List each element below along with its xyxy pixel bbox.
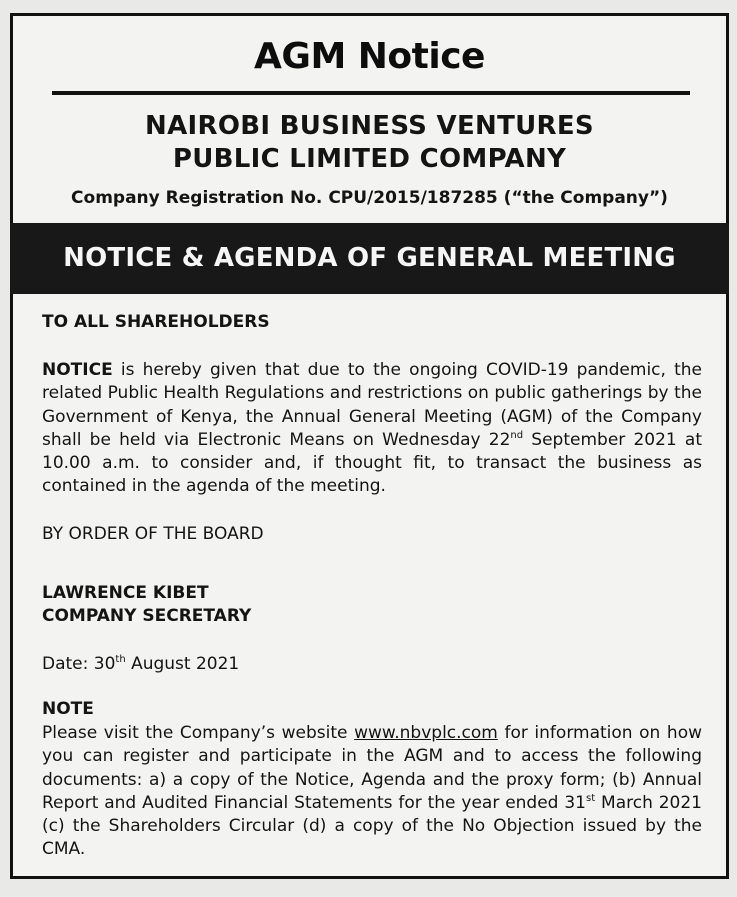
note-paragraph	[42, 722, 702, 862]
addressee: TO ALL SHAREHOLDERS	[42, 312, 270, 332]
secretary-name: LAWRENCE KIBET	[42, 583, 209, 603]
secretary-title: COMPANY SECRETARY	[42, 606, 252, 627]
page-title: AGM Notice	[254, 36, 485, 77]
notice-banner	[10, 223, 729, 294]
note-text-part-1: Please visit the Company’s website	[42, 723, 355, 743]
date-text-part-2: August 2021	[125, 654, 240, 674]
secretary-block	[42, 582, 702, 629]
notice-banner-text: NOTICE & AGENDA OF GENERAL MEETING	[63, 243, 676, 273]
company-name-line-2: PUBLIC LIMITED COMPANY	[172, 144, 567, 174]
note-heading: NOTE	[42, 699, 94, 719]
notice-paragraph	[42, 359, 702, 499]
registration-number: Company Registration No. CPU/2015/187285 (“the Company”)	[71, 188, 668, 208]
notice-text-part-2: September 2021 at 10.00 a.m. to consider and, if thought fit, to transact the business as contained in the agenda of the meeting.	[42, 429, 702, 497]
notice-lead: NOTICE	[42, 360, 113, 380]
date-text-part-1: Date: 30	[42, 654, 116, 674]
notice-frame	[10, 13, 729, 879]
note-text-part-2: for information on how you can register and participate in the AGM and to access the following documents: a) a copy of the Notice, Agenda and the proxy form; (b) Annual Report and Audited Financial Statements for the year ended 31	[42, 723, 702, 813]
website-link[interactable]: www.nbvplc.com	[354, 723, 498, 743]
company-name-line-1: NAIROBI BUSINESS VENTURES	[145, 111, 594, 141]
notice-date	[42, 653, 702, 676]
notice-text-part-1: is hereby given that due to the ongoing COVID-19 pandemic, the related Public Health Regulations and restrictions on public gatherings by the Government of Kenya, the Annual General Meeting (AGM) of the Company shall be held via Electronic Means on Wednesday 22	[42, 360, 702, 450]
notice-superscript: nd	[510, 429, 524, 441]
date-superscript: th	[115, 654, 126, 665]
note-superscript: st	[586, 792, 596, 804]
company-name	[13, 110, 726, 176]
note-text-part-3: March 2021 (c) the Shareholders Circular (d) a copy of the No Objection issued by the CMA.	[42, 792, 702, 860]
board-order: BY ORDER OF THE BOARD	[42, 524, 264, 544]
title-divider	[52, 91, 690, 95]
